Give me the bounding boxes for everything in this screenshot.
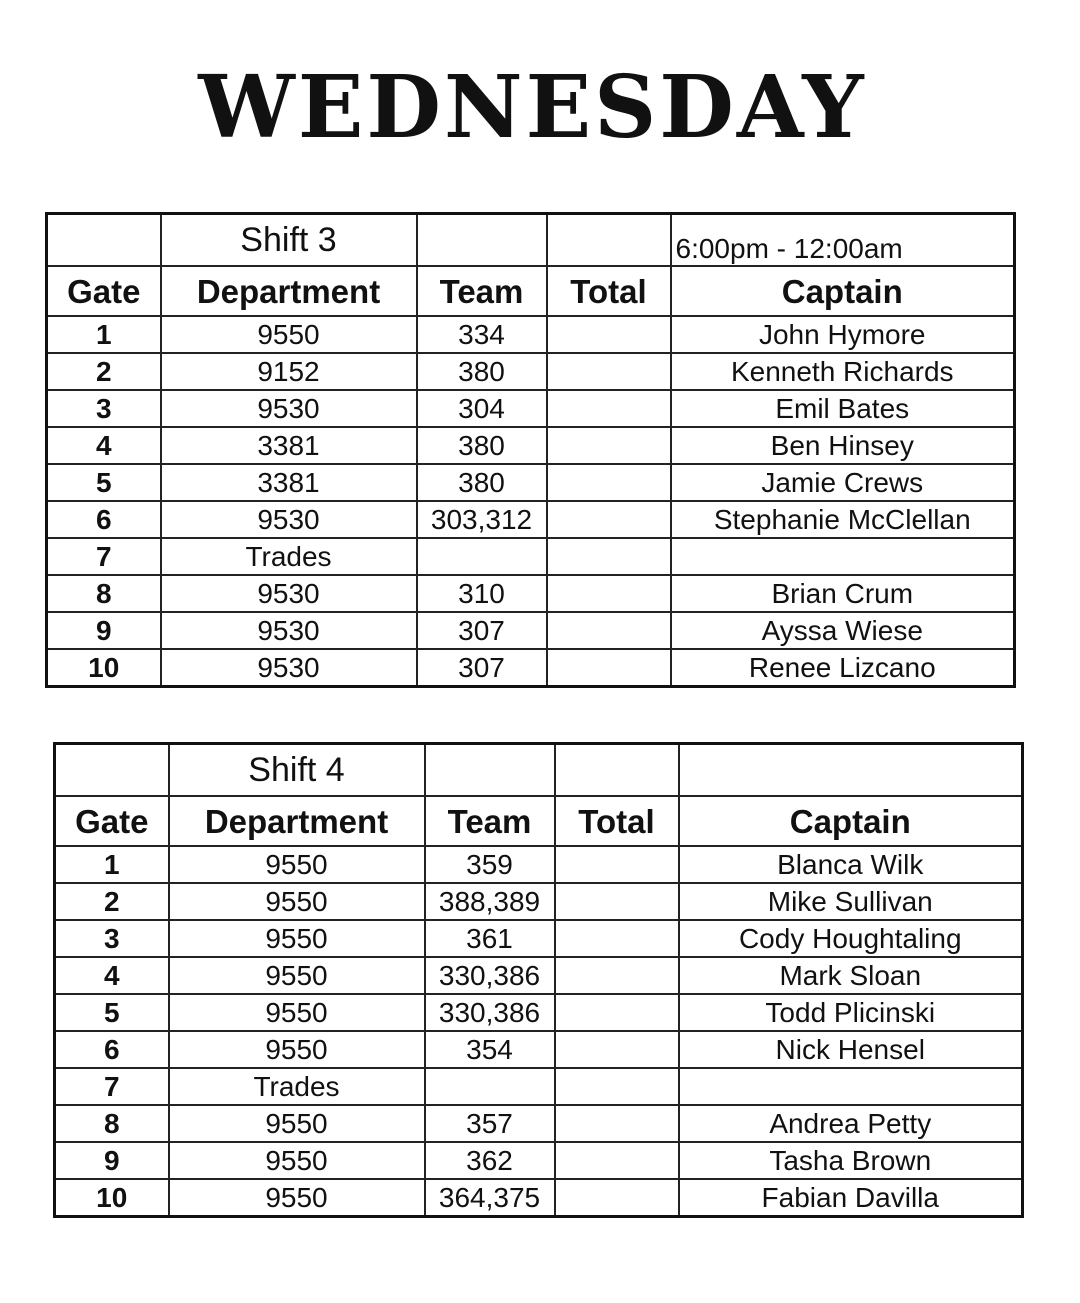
team-cell: 359 [425, 846, 555, 883]
total-cell [555, 1179, 679, 1217]
table-row [47, 316, 1015, 353]
captain-cell: Todd Plicinski [679, 994, 1023, 1031]
team-cell: 334 [417, 316, 547, 353]
blank-cell [547, 214, 671, 267]
department-cell: 9550 [169, 1142, 425, 1179]
total-cell [547, 612, 671, 649]
table-row [47, 390, 1015, 427]
team-cell: 380 [417, 427, 547, 464]
table-row [47, 612, 1015, 649]
department-cell: 9550 [169, 920, 425, 957]
total-cell [555, 1031, 679, 1068]
captain-cell: Ben Hinsey [671, 427, 1015, 464]
blank-cell [417, 214, 547, 267]
department-cell: 9530 [161, 390, 417, 427]
gate-cell: 1 [47, 316, 161, 353]
table-row [55, 846, 1023, 883]
team-cell: 354 [425, 1031, 555, 1068]
total-cell [555, 1105, 679, 1142]
shift-3-table [45, 212, 1016, 688]
table-row [55, 1179, 1023, 1217]
table-row [47, 427, 1015, 464]
department-cell: 9530 [161, 501, 417, 538]
table-row [55, 957, 1023, 994]
department-cell: 9550 [169, 957, 425, 994]
gate-cell: 5 [55, 994, 169, 1031]
shift-label-row [47, 214, 1015, 267]
total-cell [547, 464, 671, 501]
department-cell: 9550 [169, 1179, 425, 1217]
captain-cell: Andrea Petty [679, 1105, 1023, 1142]
total-cell [547, 353, 671, 390]
total-cell [555, 846, 679, 883]
table-row [47, 501, 1015, 538]
department-header: Department [169, 796, 425, 846]
department-cell: 9530 [161, 612, 417, 649]
table-row [55, 883, 1023, 920]
table-row [55, 920, 1023, 957]
captain-cell [679, 1068, 1023, 1105]
department-cell: 9550 [169, 1031, 425, 1068]
captain-cell: Mark Sloan [679, 957, 1023, 994]
team-header: Team [417, 266, 547, 316]
captain-cell: Kenneth Richards [671, 353, 1015, 390]
gate-cell: 6 [55, 1031, 169, 1068]
table-row [47, 538, 1015, 575]
total-header: Total [555, 796, 679, 846]
gate-header: Gate [47, 266, 161, 316]
captain-cell: Stephanie McClellan [671, 501, 1015, 538]
captain-cell: Emil Bates [671, 390, 1015, 427]
shift-label: Shift 4 [169, 744, 425, 797]
table-row [47, 464, 1015, 501]
team-cell [417, 538, 547, 575]
team-cell: 357 [425, 1105, 555, 1142]
captain-cell: Tasha Brown [679, 1142, 1023, 1179]
team-cell [425, 1068, 555, 1105]
table-row [47, 649, 1015, 687]
page-title: WEDNESDAY [198, 57, 867, 158]
captain-header: Captain [679, 796, 1023, 846]
team-cell: 362 [425, 1142, 555, 1179]
total-cell [555, 920, 679, 957]
blank-cell [47, 214, 161, 267]
gate-cell: 2 [55, 883, 169, 920]
gate-cell: 8 [55, 1105, 169, 1142]
team-cell: 303,312 [417, 501, 547, 538]
gate-header: Gate [55, 796, 169, 846]
shift-time [679, 744, 1023, 797]
blank-cell [555, 744, 679, 797]
gate-cell: 4 [47, 427, 161, 464]
team-cell: 380 [417, 353, 547, 390]
team-cell: 304 [417, 390, 547, 427]
gate-cell: 7 [55, 1068, 169, 1105]
captain-cell: Cody Houghtaling [679, 920, 1023, 957]
department-header: Department [161, 266, 417, 316]
table-row [47, 575, 1015, 612]
captain-cell: Brian Crum [671, 575, 1015, 612]
captain-header: Captain [671, 266, 1015, 316]
department-cell: 9550 [169, 846, 425, 883]
department-cell: Trades [161, 538, 417, 575]
shift-label: Shift 3 [161, 214, 417, 267]
team-cell: 330,386 [425, 994, 555, 1031]
team-cell: 380 [417, 464, 547, 501]
captain-cell: Nick Hensel [679, 1031, 1023, 1068]
team-cell: 307 [417, 649, 547, 687]
table-row [55, 994, 1023, 1031]
total-cell [555, 1142, 679, 1179]
team-cell: 310 [417, 575, 547, 612]
column-header-row [47, 266, 1015, 316]
team-cell: 307 [417, 612, 547, 649]
gate-cell: 10 [47, 649, 161, 687]
total-cell [547, 501, 671, 538]
department-cell: 9550 [161, 316, 417, 353]
department-cell: 9530 [161, 575, 417, 612]
gate-cell: 10 [55, 1179, 169, 1217]
captain-cell: Jamie Crews [671, 464, 1015, 501]
total-cell [547, 575, 671, 612]
gate-cell: 7 [47, 538, 161, 575]
total-cell [555, 1068, 679, 1105]
gate-cell: 1 [55, 846, 169, 883]
shift-label-row [55, 744, 1023, 797]
gate-cell: 2 [47, 353, 161, 390]
gate-cell: 9 [47, 612, 161, 649]
total-header: Total [547, 266, 671, 316]
department-cell: 9550 [169, 1105, 425, 1142]
shift-4-table [53, 742, 1024, 1218]
captain-cell: Blanca Wilk [679, 846, 1023, 883]
department-cell: 9550 [169, 994, 425, 1031]
total-cell [547, 390, 671, 427]
team-cell: 361 [425, 920, 555, 957]
shift-time: 6:00pm - 12:00am [671, 214, 1015, 267]
captain-cell [671, 538, 1015, 575]
gate-cell: 4 [55, 957, 169, 994]
team-cell: 330,386 [425, 957, 555, 994]
department-cell: 3381 [161, 427, 417, 464]
captain-cell: Ayssa Wiese [671, 612, 1015, 649]
captain-cell: John Hymore [671, 316, 1015, 353]
gate-cell: 3 [47, 390, 161, 427]
total-cell [547, 316, 671, 353]
table-row [55, 1068, 1023, 1105]
gate-cell: 6 [47, 501, 161, 538]
blank-cell [55, 744, 169, 797]
table-row [47, 353, 1015, 390]
table-row [55, 1142, 1023, 1179]
department-cell: 9530 [161, 649, 417, 687]
gate-cell: 5 [47, 464, 161, 501]
team-cell: 388,389 [425, 883, 555, 920]
table-row [55, 1031, 1023, 1068]
team-cell: 364,375 [425, 1179, 555, 1217]
total-cell [555, 994, 679, 1031]
department-cell: 9550 [169, 883, 425, 920]
total-cell [547, 427, 671, 464]
total-cell [547, 649, 671, 687]
department-cell: 9152 [161, 353, 417, 390]
column-header-row [55, 796, 1023, 846]
total-cell [555, 957, 679, 994]
total-cell [547, 538, 671, 575]
department-cell: Trades [169, 1068, 425, 1105]
gate-cell: 3 [55, 920, 169, 957]
captain-cell: Fabian Davilla [679, 1179, 1023, 1217]
blank-cell [425, 744, 555, 797]
table-row [55, 1105, 1023, 1142]
department-cell: 3381 [161, 464, 417, 501]
gate-cell: 8 [47, 575, 161, 612]
team-header: Team [425, 796, 555, 846]
captain-cell: Mike Sullivan [679, 883, 1023, 920]
captain-cell: Renee Lizcano [671, 649, 1015, 687]
total-cell [555, 883, 679, 920]
gate-cell: 9 [55, 1142, 169, 1179]
